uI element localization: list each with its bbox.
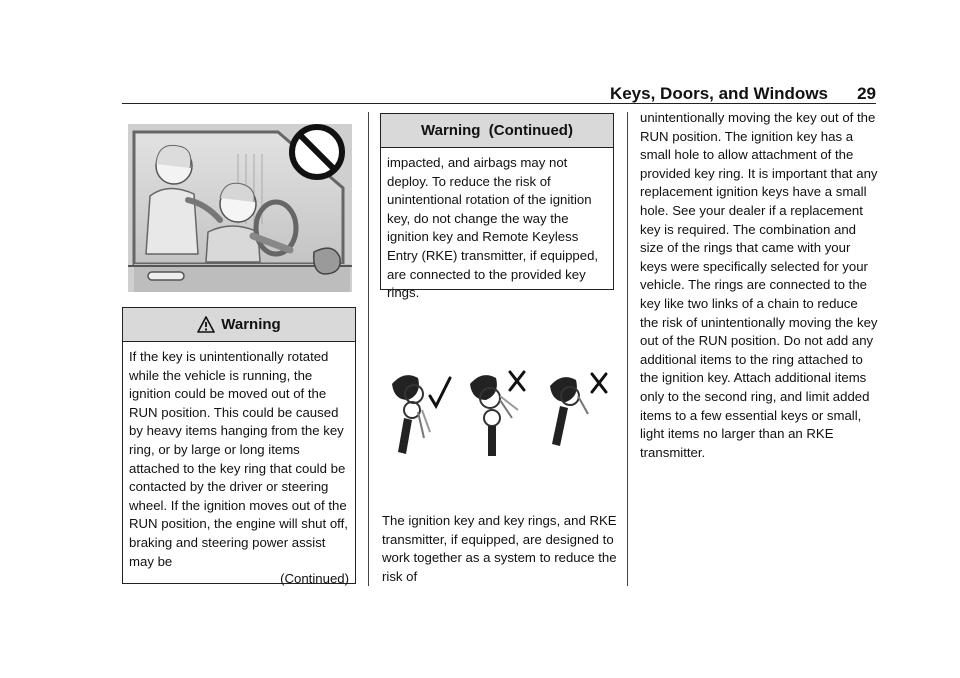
right-paragraph: unintentionally moving the key out of the RUN position. The ignition key has a small hole to allow attachment of the provided key ring. It is important that any replacement ignition keys have a small hole. See your dealer if a replacement key is required. The combination and size of the rings that came with your keys were specifically selected for your vehicle. The rings are connected to the key like two links of a chain to reduce the risk of unintentionally moving the key out of the RUN position. Do not add any additional items to the ring attached to the ignition key. Attach additional items only to the second ring, and limit added items to a few essential keys or small, light items no larger than an RKE transmitter. bbox=[640, 110, 878, 460]
warning-header bbox=[123, 308, 355, 342]
check-mark-icon bbox=[430, 378, 450, 406]
x-mark-icon bbox=[510, 372, 524, 390]
children-in-car-illustration bbox=[128, 124, 352, 292]
key-set-correct bbox=[392, 375, 450, 454]
warning-title: Warning bbox=[221, 316, 281, 333]
page-number: 29 bbox=[857, 84, 876, 103]
x-mark-icon bbox=[592, 374, 606, 392]
warning-continued-box bbox=[380, 113, 614, 301]
key-set-incorrect-1 bbox=[470, 372, 524, 456]
warning-continued-text: impacted, and airbags may not deploy. To reduce the risk of unintentional rotation of the ignition key, do not change the way the ignition key and Remote Keyless Entry (RKE) transmitter, if equipped, are connected to the provided key rings. bbox=[387, 155, 599, 301]
key-set-incorrect-2 bbox=[550, 374, 606, 446]
no-entry-circle-icon bbox=[292, 127, 342, 177]
warning-text: If the key is unintentionally rotated while the vehicle is running, the ignition could be moved out of the RUN position. This could be caused by heavy items hanging from the key ring, or by large or long items attached to the key ring that could be contacted by the driver or steering wheel. If the ignition moves out of the RUN position, the engine will shut off, braking and steering power assist may be bbox=[129, 349, 348, 569]
key-rings-illustration bbox=[384, 366, 618, 462]
middle-paragraph: The ignition key and key rings, and RKE transmitter, if equipped, are designed to work together as a system to reduce the risk of bbox=[382, 513, 617, 584]
column-divider-right bbox=[627, 112, 628, 586]
continued-label: (Continued) bbox=[280, 571, 349, 587]
header-rule bbox=[122, 103, 876, 104]
warning-box bbox=[122, 307, 356, 587]
warning-continued-header bbox=[381, 114, 613, 148]
warning-continued-title: Warning (Continued) bbox=[421, 122, 573, 139]
section-title: Keys, Doors, and Windows bbox=[609, 84, 828, 103]
warning-triangle-icon bbox=[197, 316, 215, 334]
column-divider-left bbox=[368, 112, 369, 586]
